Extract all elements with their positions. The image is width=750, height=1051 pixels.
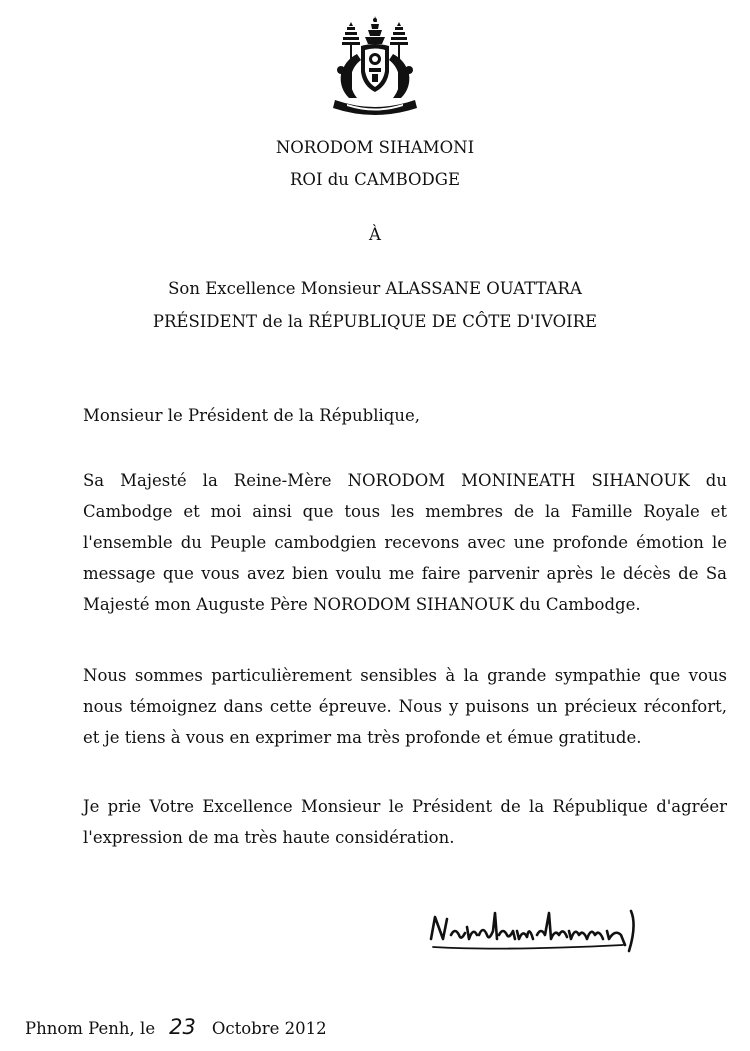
body-paragraph-2: Nous sommes particulièrement sensibles à la grande sympathie que vous nous témoignez dans cette épreuve. Nous y puisons un précieux réconfort, et je tiens à vous en exprimer ma très profonde et émue gratitude. (83, 666, 727, 747)
royal-arms-icon (327, 14, 423, 122)
recipient-title: PRÉSIDENT de la RÉPUBLIQUE DE CÔTE D'IVOIRE (152, 312, 598, 331)
sender-title: ROI du CAMBODGE (290, 170, 460, 189)
month-year: Octobre 2012 (211, 1019, 327, 1038)
body-paragraph-1: Sa Majesté la Reine-Mère NORODOM MONINEATH SIHANOUK du Cambodge et moi ainsi que tous les membres de la Famille Royale et l'ensemble du Peuple cambodgien recevons avec une profonde émotion le message que vous avez bien voulu me faire parvenir après le décès de Sa Majesté mon Auguste Père NORODOM SIHANOUK du Cambodge. (83, 471, 727, 614)
place-label: Phnom Penh, le (25, 1019, 156, 1038)
handwritten-signature (425, 905, 650, 961)
sender-name: NORODOM SIHAMONI (275, 138, 475, 157)
place-date-line (25, 1015, 327, 1039)
recipient-line: Son Excellence Monsieur ALASSANE OUATTARA (168, 279, 582, 298)
to-word: À (369, 225, 381, 244)
body-paragraph-3: Je prie Votre Excellence Monsieur le Président de la République d'agréer l'expression de ma très haute considération. (83, 797, 727, 847)
salutation: Monsieur le Président de la République, (83, 406, 420, 425)
handwritten-day: 23 (169, 1015, 196, 1039)
